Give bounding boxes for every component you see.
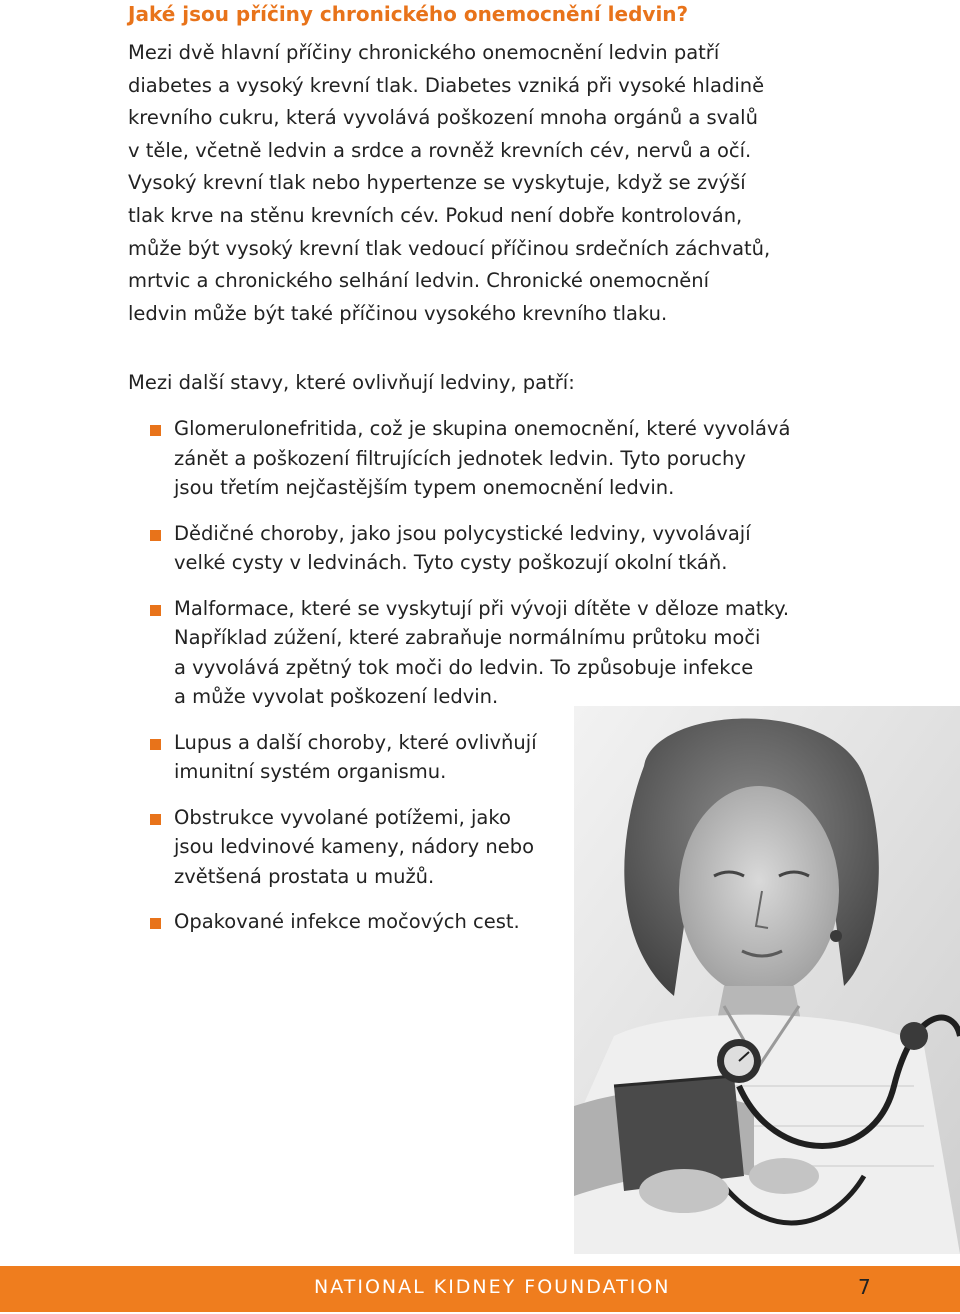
section-heading: Jaké jsou příčiny chronického onemocnění ledvin? bbox=[128, 2, 689, 26]
list-item bbox=[150, 519, 790, 578]
lead-line: Mezi další stavy, které ovlivňují ledviny, patří: bbox=[128, 371, 575, 394]
intro-line: v těle, včetně ledvin a srdce a rovněž krevních cév, nervů a očí. bbox=[128, 138, 752, 162]
footer-bar bbox=[0, 1266, 960, 1312]
intro-line: Vysoký krevní tlak nebo hypertenze se vyskytuje, když se zvýší bbox=[128, 171, 746, 195]
list-item-line: a může vyvolat poškození ledvin. bbox=[174, 685, 499, 708]
list-item-line: Dědičné choroby, jako jsou polycystické ledviny, vyvolávají bbox=[174, 521, 751, 545]
intro-line: ledvin může být také příčinou vysokého krevního tlaku. bbox=[128, 301, 668, 325]
list-lead-text bbox=[128, 367, 828, 400]
square-bullet-icon bbox=[150, 530, 161, 541]
intro-line: krevního cukru, která vyvolává poškození mnoha orgánů a svalů bbox=[128, 106, 758, 130]
list-item-line: Obstrukce vyvolané potížemi, jako bbox=[174, 805, 511, 829]
list-item-line: zvětšená prostata u mužů. bbox=[174, 864, 435, 888]
list-item-line: velké cysty v ledvinách. Tyto cysty poškozují okolní tkáň. bbox=[174, 551, 728, 574]
intro-line: diabetes a vysoký krevní tlak. Diabetes vzniká při vysoké hladině bbox=[128, 73, 765, 97]
intro-line: Mezi dvě hlavní příčiny chronického onemocnění ledvin patří bbox=[128, 41, 720, 64]
photo-illustration bbox=[574, 706, 960, 1254]
list-item bbox=[150, 414, 790, 503]
list-item-line: Lupus a další choroby, které ovlivňují bbox=[174, 730, 537, 754]
square-bullet-icon bbox=[150, 605, 161, 616]
page-number: 7 bbox=[858, 1275, 871, 1299]
list-item-line: Například zúžení, které zabraňuje normálnímu průtoku moči bbox=[174, 626, 761, 649]
square-bullet-icon bbox=[150, 739, 161, 750]
intro-line: může být vysoký krevní tlak vedoucí příčinou srdečních záchvatů, bbox=[128, 236, 771, 260]
square-bullet-icon bbox=[150, 918, 161, 929]
list-item-line: jsou ledvinové kameny, nádory nebo bbox=[174, 835, 535, 858]
intro-line: mrtvic a chronického selhání ledvin. Chronické onemocnění bbox=[128, 269, 710, 293]
square-bullet-icon bbox=[150, 814, 161, 825]
list-item bbox=[150, 594, 790, 712]
footer-title: NATIONAL KIDNEY FOUNDATION bbox=[314, 1276, 671, 1298]
list-item-line: jsou třetím nejčastějším typem onemocnění ledvin. bbox=[174, 476, 675, 499]
list-item-line: a vyvolává zpětný tok moči do ledvin. To způsobuje infekce bbox=[174, 655, 754, 679]
nurse-blood-pressure-photo bbox=[574, 706, 960, 1254]
list-item-line: imunitní systém organismu. bbox=[174, 760, 447, 783]
square-bullet-icon bbox=[150, 425, 161, 436]
intro-paragraph bbox=[128, 37, 828, 330]
list-item-line: Glomerulonefritida, což je skupina onemocnění, které vyvolává bbox=[174, 417, 791, 440]
intro-line: tlak krve na stěnu krevních cév. Pokud není dobře kontrolován, bbox=[128, 203, 743, 227]
list-item-line: zánět a poškození filtrujících jednotek ledvin. Tyto poruchy bbox=[174, 446, 746, 470]
list-item-line: Opakované infekce močových cest. bbox=[174, 910, 520, 933]
list-item-line: Malformace, které se vyskytují při vývoji dítěte v děloze matky. bbox=[174, 596, 790, 620]
